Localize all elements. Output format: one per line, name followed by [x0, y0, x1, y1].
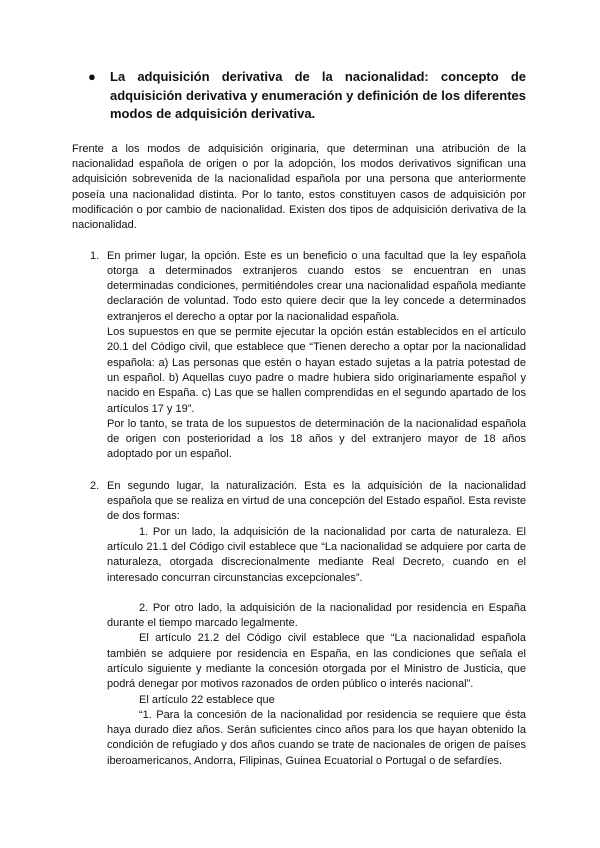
list-item-number: 1. [90, 249, 100, 262]
paragraph: En primer lugar, la opción. Este es un beneficio o una facultad que la ley española otorga a determinados extranjeros cuando estos se encuentran en unas determinadas condiciones, permitiéndoles crear una nacionalidad española mediante declaración de voluntad. Todo esto quiere decir que la ley concede a determinados extranjeros el derecho a optar por la nacionalidad española. [107, 249, 526, 323]
list-item-naturalizacion [72, 479, 526, 769]
section-heading [88, 68, 526, 124]
paragraph: Los supuestos en que se permite ejecutar la opción están establecidos en el artículo 20.1 del Código civil, que establece que “Tienen derecho a optar por la nacionalidad española: a) Las personas que estén o hayan estado sujetas a la patria potestad de un español. b) Aquellas cuyo padre o madre hubiera sido originariamente español y nacido en España. c) Las que se hallen comprendidas en el segundo apartado de los artículos 17 y 19”. [107, 326, 526, 415]
subparagraph-residencia: 2. Por otro lado, la adquisición de la nacionalidad por residencia en España durante el tiempo marcado legalmente. [107, 601, 526, 630]
heading-title: La adquisición derivativa de la nacionalidad: concepto de adquisición derivativa y enumeración y definición de los diferentes modos de adquisición derivativa. [110, 69, 526, 122]
paragraph: “1. Para la concesión de la nacionalidad por residencia se requiere que ésta haya durado diez años. Serán suficientes cinco años para los que hayan obtenido la condición de refugiado y dos años cuando se trate de nacionales de origen de países iberoamericanos, Andorra, Filipinas, Guinea Ecuatorial o Portugal o de sefardíes. [107, 708, 526, 767]
list-item-opcion [72, 249, 526, 463]
intro-paragraph: Frente a los modos de adquisición originaria, que determinan una atribución de la nacionalidad española de origen o por la adopción, los modos derivativos significan una adquisición sobrevenida de la nacionalidad española por una persona que anteriormente poseía una nacionalidad distinta. Por lo tanto, estos constituyen casos de adquisición por modificación o por cambio de nacionalidad. Existen dos tipos de adquisición derivativa de la nacionalidad. [72, 142, 526, 232]
paragraph: Por lo tanto, se trata de los supuestos de determinación de la nacionalidad española de origen con posterioridad a los 18 años y del extranjero mayor de 18 años adoptado por un español. [107, 417, 526, 461]
numbered-list [72, 249, 526, 770]
bullet-icon: ● [88, 69, 96, 84]
subparagraph-carta-naturaleza: 1. Por un lado, la adquisición de la nacionalidad por carta de naturaleza. El artículo 21.1 del Código civil establece que “La nacionalidad se adquiere por carta de naturaleza, otorgada discrecionalmente mediante Real Decreto, cuando en el interesado concurran circunstancias excepcionales”. [107, 525, 526, 584]
paragraph: En segundo lugar, la naturalización. Esta es la adquisición de la nacionalidad española que se realiza en virtud de una concepción del Estado español. Esta reviste de dos formas: [107, 479, 526, 523]
list-item-number: 2. [90, 479, 100, 492]
paragraph: El artículo 22 establece que [139, 693, 275, 706]
paragraph: El artículo 21.2 del Código civil establece que “La nacionalidad española también se adquiere por residencia en España, en las condiciones que señala el artículo siguiente y mediante la concesión otorgada por el Ministro de Justicia, que podrá denegar por motivos razonados de orden público o interés nacional”. [107, 632, 526, 691]
